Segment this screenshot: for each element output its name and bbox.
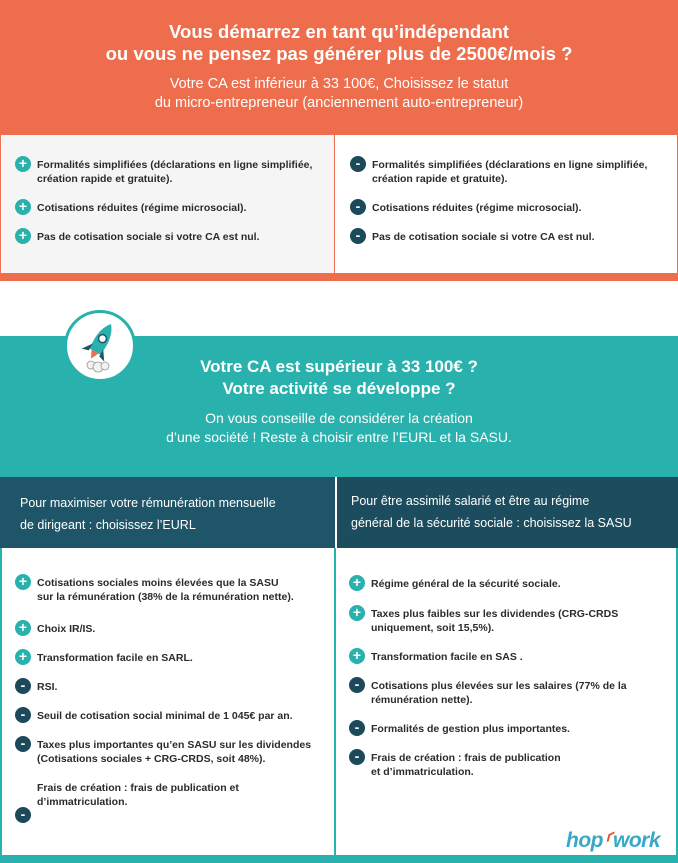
list-item — [15, 648, 193, 665]
header-subtitle-line2: du micro-entrepreneur (anciennement auto-entrepreneur) — [154, 95, 524, 111]
hopwork-logo — [566, 826, 660, 854]
item-text: Cotisations sociales moins élevées que la SASU — [37, 577, 279, 589]
rocket-icon — [64, 310, 136, 382]
item-text: et d’immatriculation. — [371, 766, 474, 778]
list-item — [349, 604, 619, 635]
list-item — [349, 748, 561, 779]
plus-circle-icon: + — [349, 575, 365, 591]
plus-circle-icon: + — [15, 199, 31, 215]
eurl-heading — [0, 477, 335, 548]
plus-circle-icon: + — [15, 574, 31, 590]
minus-circle-icon: - — [15, 707, 31, 723]
header-subtitle-line2: d’une société ! Reste à choisir entre l’EURL et la SASU. — [166, 429, 512, 445]
item-text: d’immatriculation. — [37, 796, 128, 808]
column-divider — [334, 548, 336, 855]
logo-mark-icon: ⸂ — [602, 829, 613, 852]
item-text: Cotisations réduites (régime microsocial). — [372, 202, 582, 214]
item-text: Seuil de cotisation social minimal de 1 045€ par an. — [37, 710, 293, 722]
item-text: création rapide et gratuite). — [372, 173, 508, 185]
eurl-heading-line1: Pour maximiser votre rémunération mensuelle — [20, 496, 276, 510]
header-title-line2: Votre activité se développe ? — [222, 379, 456, 398]
advantages-column — [2, 135, 335, 273]
list-item — [15, 227, 260, 244]
list-item — [350, 227, 595, 244]
list-item — [15, 198, 247, 215]
sasu-heading — [337, 477, 678, 548]
logo-part: hop — [566, 829, 603, 852]
item-text: Formalités de gestion plus importantes. — [371, 723, 570, 735]
list-item — [15, 677, 58, 694]
item-text: Pas de cotisation sociale si votre CA est nul. — [372, 231, 595, 243]
section-divider-bar — [0, 273, 678, 281]
minus-circle-icon: - — [350, 228, 366, 244]
header-title-line1: Votre CA est supérieur à 33 100€ ? — [200, 357, 478, 376]
list-item — [15, 735, 312, 766]
list-item — [349, 719, 570, 736]
list-item — [15, 781, 239, 823]
minus-circle-icon: - — [350, 199, 366, 215]
sasu-heading-line2: général de la sécurité sociale : choisissez la SASU — [351, 516, 632, 530]
item-text: Taxes plus importantes qu’en SASU sur les dividendes — [37, 739, 312, 751]
header-subtitle-line1: On vous conseille de considérer la création — [205, 410, 473, 426]
item-text: Transformation facile en SARL. — [37, 652, 193, 664]
plus-circle-icon: + — [15, 228, 31, 244]
list-item — [350, 155, 648, 186]
item-text: Régime général de la sécurité sociale. — [371, 578, 561, 590]
disadvantages-column — [336, 135, 677, 273]
item-text: RSI. — [37, 681, 58, 693]
list-item — [15, 573, 294, 604]
plus-circle-icon: + — [15, 620, 31, 636]
header-title-line1: Vous démarrez en tant qu’indépendant — [169, 21, 509, 42]
minus-circle-icon: - — [349, 749, 365, 765]
minus-circle-icon: - — [349, 677, 365, 693]
micro-entrepreneur-columns — [0, 135, 678, 278]
item-text: Formalités simplifiées (déclarations en ligne simplifiée, — [37, 159, 313, 171]
item-text: Cotisations plus élevées sur les salaires (77% de la — [371, 680, 627, 692]
list-item — [15, 706, 293, 723]
plus-circle-icon: + — [349, 648, 365, 664]
list-item — [349, 574, 561, 591]
micro-entrepreneur-header — [0, 0, 678, 135]
minus-circle-icon: - — [15, 736, 31, 752]
list-item — [349, 647, 523, 664]
item-text: Frais de création : frais de publication — [371, 752, 561, 764]
list-item — [349, 676, 627, 707]
item-text: uniquement, soit 15,5%). — [371, 622, 495, 634]
bottom-border-bar — [0, 855, 678, 863]
item-text: Choix IR/IS. — [37, 623, 96, 635]
item-text: Cotisations réduites (régime microsocial). — [37, 202, 247, 214]
list-item — [15, 619, 96, 636]
sasu-heading-line1: Pour être assimilé salarié et être au régime — [351, 494, 590, 508]
plus-circle-icon: + — [349, 605, 365, 621]
plus-circle-icon: + — [15, 156, 31, 172]
minus-circle-icon: - — [15, 807, 31, 823]
header-title-line2: ou vous ne pensez pas générer plus de 2500€/mois ? — [105, 43, 573, 64]
list-item — [15, 155, 313, 186]
minus-circle-icon: - — [15, 678, 31, 694]
header-subtitle-line1: Votre CA est inférieur à 33 100€, Choisissez le statut — [169, 76, 509, 92]
item-text: (Cotisations sociales + CRG-CRDS, soit 48%). — [37, 753, 266, 765]
item-text: sur la rémunération (38% de la rémunération nette). — [37, 591, 294, 603]
minus-circle-icon: - — [349, 720, 365, 736]
item-text: Frais de création : frais de publication et — [37, 782, 239, 794]
eurl-heading-line2: de dirigeant : choisissez l’EURL — [20, 518, 196, 532]
minus-circle-icon: - — [350, 156, 366, 172]
item-text: rémunération nette). — [371, 694, 473, 706]
item-text: Taxes plus faibles sur les dividendes (CRG-CRDS — [371, 608, 619, 620]
item-text: Pas de cotisation sociale si votre CA est nul. — [37, 231, 260, 243]
item-text: Formalités simplifiées (déclarations en ligne simplifiée, — [372, 159, 648, 171]
item-text: Transformation facile en SAS . — [371, 651, 523, 663]
logo-part: work — [612, 829, 660, 852]
list-item — [350, 198, 582, 215]
item-text: création rapide et gratuite). — [37, 173, 173, 185]
plus-circle-icon: + — [15, 649, 31, 665]
